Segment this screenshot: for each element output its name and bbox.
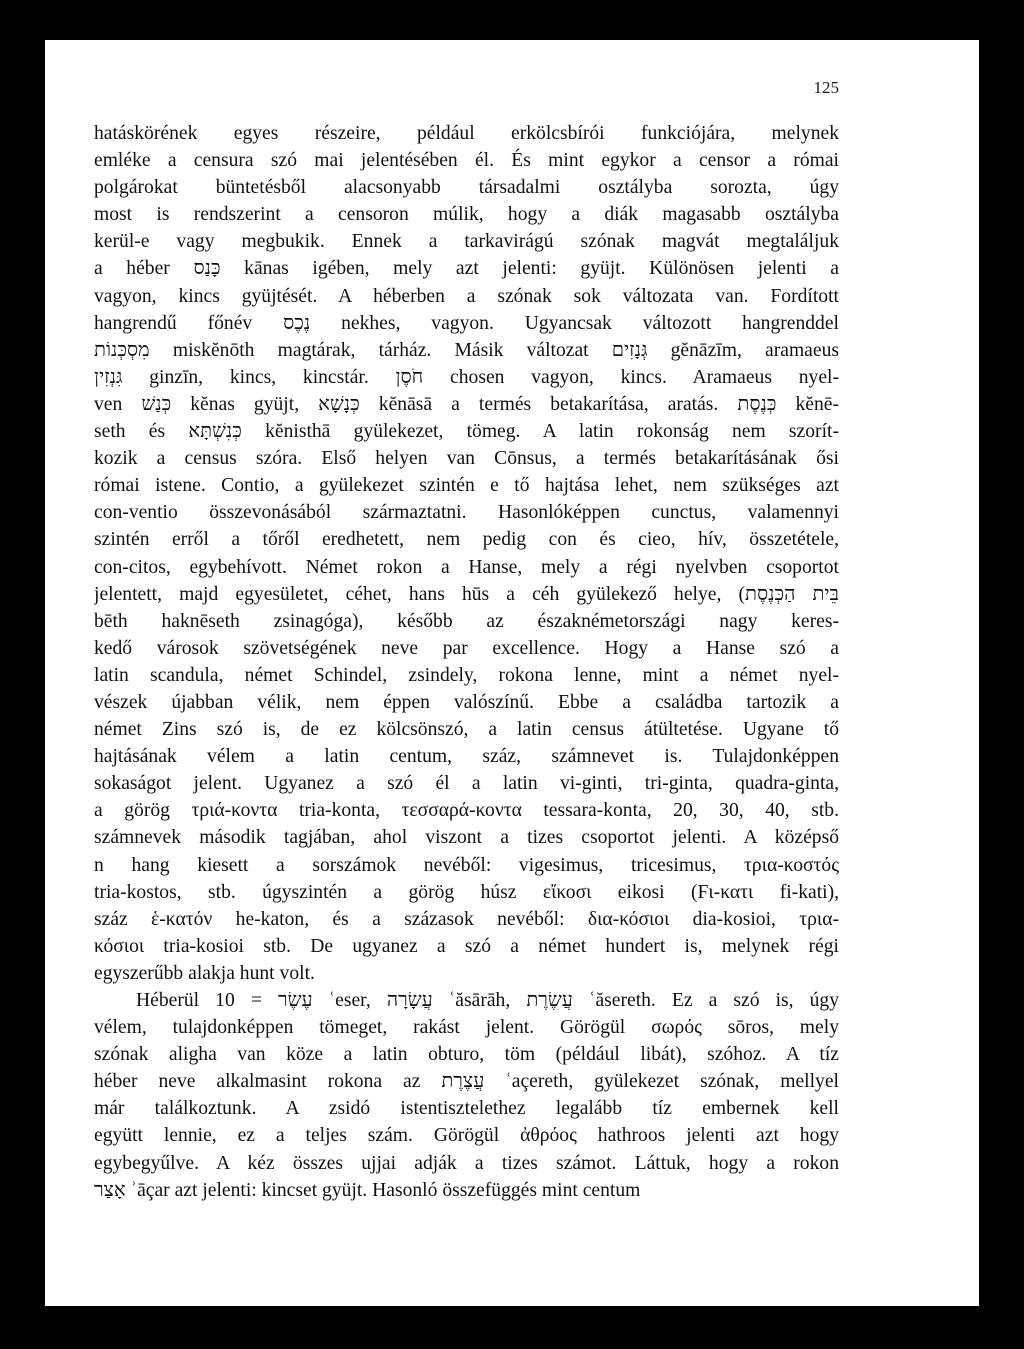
text-line: német Zins szó is, de ez kölcsönszó, a latin census átültetése. Ugyane tő bbox=[94, 719, 839, 741]
text-line: már találkoztunk. A zsidó istentisztelethez legalább tíz embernek kell bbox=[94, 1098, 839, 1120]
text-line: kerül-e vagy megbukik. Ennek a tarkavirágú szónak magvát megtaláljuk bbox=[94, 231, 839, 253]
text-line: vagyon, kincs gyüjtését. A héberben a szónak sok változata van. Fordított bbox=[94, 285, 839, 307]
text-line: szintén erről a tőről eredhetett, nem pedig con és cieo, hív, összetétele, bbox=[94, 529, 839, 551]
text-line: a héber כָּנַס kānas igében, mely azt jelenti: gyüjt. Különösen jelenti a bbox=[94, 258, 839, 280]
text-line: most is rendszerint a censoron múlik, hogy a diák magasabb osztályba bbox=[94, 204, 839, 226]
text-line: מִסְכְּנוֹת miskĕnōth magtárak, tárház. Másik változat גְּנָזִים gĕnāzīm, aramaeus bbox=[94, 339, 839, 361]
text-line: egyszerűbb alakja hunt volt. bbox=[94, 962, 315, 984]
text-line: együtt lennie, ez a teljes szám. Görögül ἀθρόος hathroos jelenti azt hogy bbox=[94, 1125, 839, 1147]
text-line: sokaságot jelent. Ugyanez a szó él a latin vi-ginti, tri-ginta, quadra-ginta, bbox=[94, 773, 839, 795]
paragraph bbox=[94, 120, 839, 987]
text-line: polgárokat büntetésből alacsonyabb társadalmi osztályba sorozta, úgy bbox=[94, 177, 839, 199]
text-line: גִּנְזִין ginzīn, kincs, kincstár. חֹסֶן chosen vagyon, kincs. Aramaeus nyel- bbox=[94, 366, 839, 388]
body-text bbox=[94, 120, 839, 1204]
text-line: hajtásának vélem a latin centum, száz, számnevet is. Tulajdonképpen bbox=[94, 746, 839, 768]
text-line: kozik a census szóra. Első helyen van Cōnsus, a termés betakarításának ősi bbox=[94, 448, 839, 470]
text-line: héber neve alkalmasint rokona az עֲצֶרֶת ʿaçereth, gyülekezet szónak, mellyel bbox=[94, 1071, 839, 1093]
text-line: tria-kostos, stb. úgyszintén a görög húsz εἴκοσι eikosi (Ϝι-κατι fi-kati), bbox=[94, 881, 839, 903]
text-line: ven כְּנַשׁ kĕnas gyüjt, כְּנָשָׁא kĕnāsā a termés betakarítása, aratás. כְּנֶסֶת kĕnē- bbox=[94, 393, 839, 415]
text-line: Héberül 10 = עֶשֶׂר ʿeser, עֲשָׂרָה ʿăsārāh, עֲשֶׂרֶת ʿăsereth. Ez a szó is, úgy bbox=[136, 990, 839, 1011]
book-page bbox=[45, 40, 979, 1306]
text-line: kedő városok szövetségének neve par excellence. Hogy a Hanse szó a bbox=[94, 637, 839, 659]
text-line: hangrendű főnév נֶכֶס nekhes, vagyon. Ugyancsak változott hangrenddel bbox=[94, 312, 839, 334]
text-line: seth és כְּנִשְׁתָּא kĕnisthā gyülekezet, tömeg. A latin rokonság nem szorít- bbox=[94, 421, 839, 443]
page-number: 125 bbox=[813, 78, 839, 97]
text-line: bēth haknēseth zsinagóga), később az északnémetországi nagy keres- bbox=[94, 610, 839, 632]
text-line: a görög τριά-κοντα tria-konta, τεσσαρά-κοντα tessara-konta, 20, 30, 40, stb. bbox=[94, 800, 839, 822]
text-line: jelentett, majd egyesületet, céhet, hans hūs a céh gyülekező helye, (בֵּית הַכְּנֶסֶת bbox=[94, 583, 839, 605]
text-line: egybegyűlve. A kéz összes ujjai adják a tizes számot. Láttuk, hogy a rokon bbox=[94, 1152, 839, 1174]
text-line: hatáskörének egyes részeire, például erkölcsbírói funkciójára, melynek bbox=[94, 123, 839, 144]
text-line: con-ventio összevonásából származtatni. Hasonlóképpen cunctus, valamennyi bbox=[94, 502, 839, 524]
text-line: római istene. Contio, a gyülekezet szintén e tő hajtása lehet, nem szükséges azt bbox=[94, 475, 839, 497]
text-line: vélem, tulajdonképpen tömeget, rakást jelent. Görögül σωρός sōros, mely bbox=[94, 1017, 839, 1039]
text-line: n hang kiesett a sorszámok nevéből: vigesimus, tricesimus, τρια-κοστός bbox=[94, 854, 839, 876]
paragraph bbox=[94, 987, 839, 1204]
text-line: con-citos, egybehívott. Német rokon a Hanse, mely a régi nyelvben csoportot bbox=[94, 556, 839, 578]
text-line: κόσιοι tria-kosioi stb. De ugyanez a szó a német hundert is, melynek régi bbox=[94, 935, 839, 957]
text-line: vészek újabban vélik, nem éppen valószínű. Ebbe a családba tartozik a bbox=[94, 691, 839, 713]
text-line: emléke a censura szó mai jelentésében él. És mint egykor a censor a római bbox=[94, 150, 839, 172]
text-line: számnevek második tagjában, ahol viszont a tizes csoportot jelenti. A középső bbox=[94, 827, 839, 849]
text-line: latin scandula, német Schindel, zsindely, rokona lenne, mint a német nyel- bbox=[94, 664, 839, 686]
text-line: szónak aligha van köze a latin obturo, töm (például libát), szóhoz. A tíz bbox=[94, 1044, 839, 1066]
text-line: אָצַר ʾāçar azt jelenti: kincset gyüjt. Hasonló összefüggés mint centum bbox=[94, 1179, 641, 1201]
text-line: száz ἑ-κατόν he-katon, és a százasok nevéből: δια-κόσιοι dia-kosioi, τρια- bbox=[94, 908, 839, 930]
